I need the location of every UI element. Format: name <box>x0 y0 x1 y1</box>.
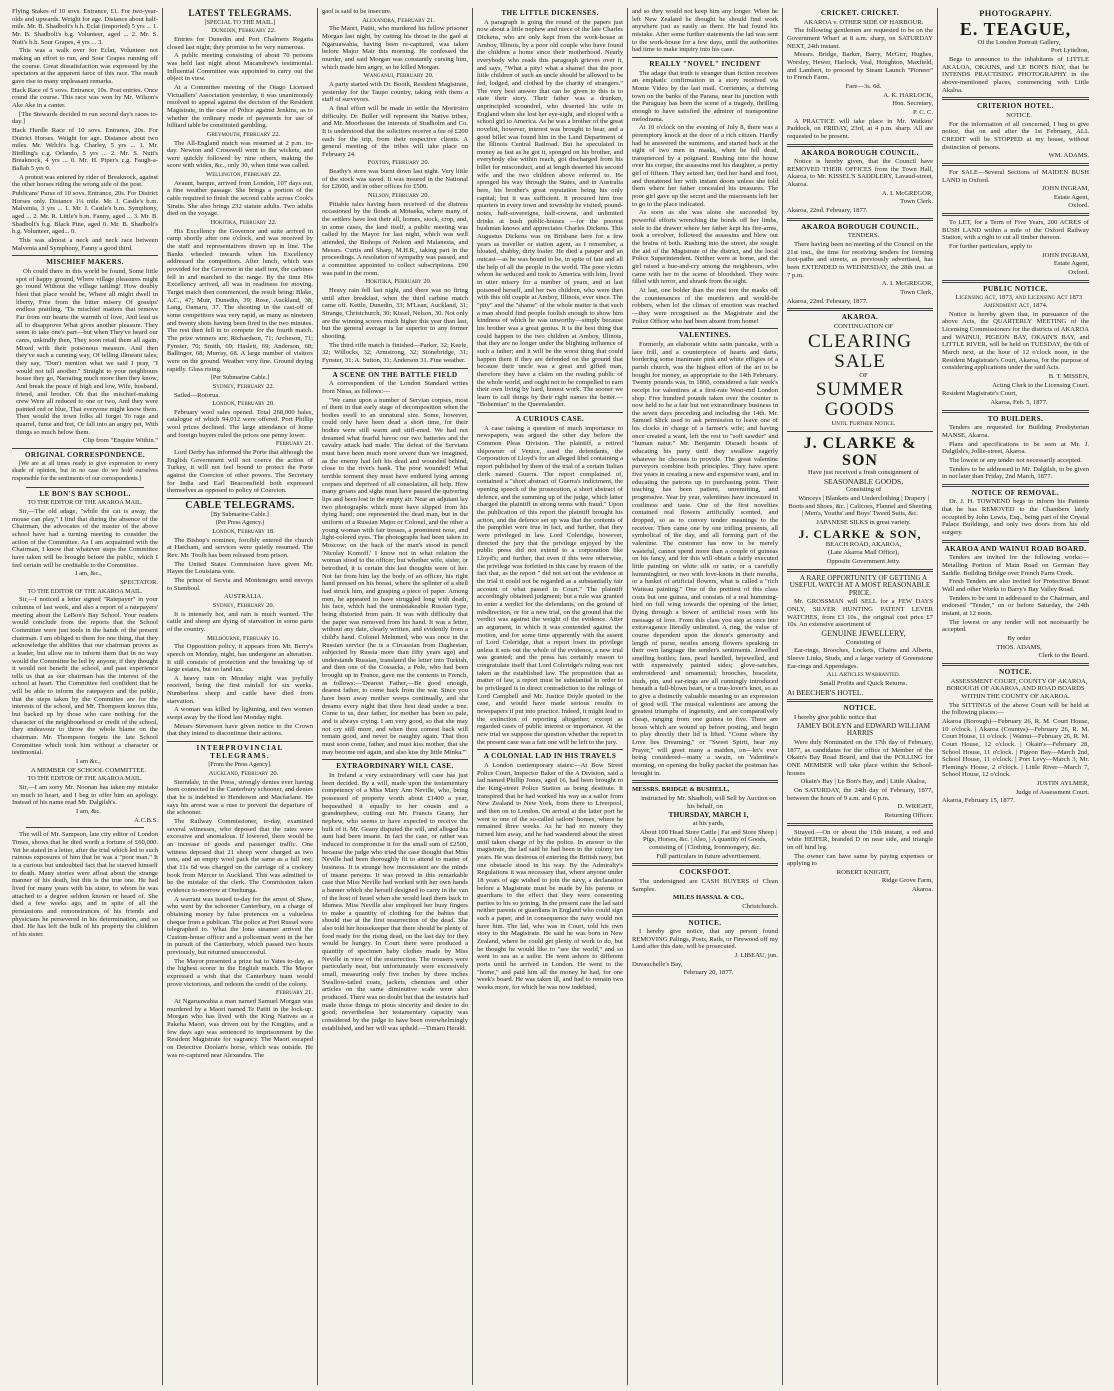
of-word: OF <box>859 371 868 379</box>
clarke-body: Have just received a fresh consignment of <box>808 468 919 476</box>
criterion-notice-title: NOTICE. <box>1006 111 1032 119</box>
letter-1-signature: SPECTATOR. <box>119 578 158 586</box>
divider <box>942 484 1089 487</box>
telegram-item: A woman was killed by lightning, and two women swept away by the flood last Monday night. <box>167 706 313 722</box>
from-press-agency: [From the Press Agency]. <box>208 761 272 769</box>
libeau-notice-body: I hereby give notice, that any person found REMOVING Palings, Posts, Rails, or Firewood off my Land after this date, will be prosecuted. <box>632 928 778 951</box>
polling-notice-body: I hereby give public notice that <box>794 714 877 721</box>
council-heading: AKAROA BOROUGH COUNCIL. <box>801 148 919 157</box>
summer-goods-title: SUMMER GOODS <box>815 379 905 421</box>
clearing-sale-title: CLEARING SALE <box>807 330 913 372</box>
telegram-item: The United States Commission have given Mr. Hayes the Louisiana vote. <box>167 560 313 576</box>
clarke-late: (Late Akaroa Mail Office), <box>828 549 899 557</box>
divider <box>942 163 1089 166</box>
letter-2: Sir,—I noticed a letter signed "Ratepayer" in your columns of last week, and also a report of a ratepayers' meeting about the LeBon's Bay School. Your readers would conclude from the reports that the School Committee were just tools in the hands of the present chairman. I am obliged to them for one thing, that they acknowledge the abilities that our chairman proves as a leader, but allow me to inform them that in no way would the Committee be led by anyone, if they thought it would not benefit the school, and past experience tells us that as our chairman has the interest of the school at heart. The Committee feel confident that he will be able to inform the ratepayers and the public, that the steps taken by the Committee are for the interests of the school, and Mr. Thompson knows this, but backed up by those who care nothing for the character of the neighbourhood or credit of the school, they endeavour to throw the whole blame on the chairman. Mr. Thompson forgets the late School Committee which took him without a character or testimonial. <box>12 596 158 757</box>
telegram-item: A heavy rain on Monday night was joyfully received, being the first rainfall for six weeks. Numberless sheep and cattle have died from starvation. <box>167 674 313 705</box>
by-submarine-cable: [By Submarine-Cable.] <box>211 510 269 518</box>
cricket-club: P. C. C. <box>913 108 933 116</box>
correspondence-heading: ORIGINAL CORRESPONDENCE. <box>24 451 146 460</box>
letter-2-close: I am &c., <box>76 758 101 766</box>
divider <box>942 410 1089 413</box>
licensing-date: Akaroa, Feb. 5, 1877. <box>990 398 1048 406</box>
divider <box>787 823 933 826</box>
assessment-date: Akaroa, February 15, 1877. <box>942 797 1015 805</box>
telegram-item: The Maori, Patiti, who murdered his fellow prisoner Morgan last night, by cutting his throat in the gaol at Ngaruawahia, having been re-captured, was taken before Major Mair this morning. He confessed the murder, and said Morgan was constantly cursing him, which made him angry, so he killed Morgan. <box>322 25 468 71</box>
strayed-owner: The owner can have same by paying expenses or applying to <box>787 852 933 868</box>
grossman-body: Mr. GROSSMAN will SELL for a FEW DAYS ONLY, SILVER HUNTING PATENT LEVER WATCHES, from £3 10s., the original cost price £7 10s. An extensive assortment of <box>787 598 933 629</box>
akaroa-heading: AKAROA. <box>841 313 879 322</box>
protest-note: A protest was entered by rider of Breaknock, against the other horses riding the wrong side of the post. <box>12 173 158 189</box>
oxford-sale-signature: JOHN INGRAM, <box>1042 185 1089 193</box>
letter-2-signature: A MEMBER OF SCHOOL COMMITTEE. <box>31 766 146 774</box>
telegram-item: Sterndale, in the Press, strongly denies ever having been connected in the Canterbury schooner, and denies that he is indebted to Henderson and Macfarlane. He says his arrest was a ruse to prevent the departure of the schooner. <box>167 778 313 817</box>
council-signature: A. I. McGREGOR, <box>881 189 933 197</box>
teague-name: E. TEAGUE, <box>959 18 1072 39</box>
council-role-2: Town Clerk, <box>900 289 933 296</box>
telegram-item: Pitiable tales having been received of the distress occasioned by the floods at Motueka, where many of the settlers have lost their all, homes, stock, crop, and, in some cases, the land itself, a public meeting was called by the Mayor for last night, which was well attended, the Bishops of Nelson and Malanesia, and Messrs. Curtis and Sharp, M.H.R., taking part in the proceedings. A resolution of sympathy was passed, and a committee appointed to collect subscriptions. £90 was paid in the room. <box>322 200 468 277</box>
libeau-date: February 20, 1877. <box>683 969 734 977</box>
telegram-item: A warrant was issued to-day for the arrest of Shaw, who went by the schooner Canterbury, on a charge of obtaining money by false pretences on a valueless cheque from a publican. The police at Port Russel were telegraphed to. What the Iona steamer arrived the Custom-house officer and a policeman went in the her in pursuit of the Canterbury, which passed two hours previously, but returned unsuccessful. <box>167 895 313 957</box>
poem-credit: Clip from "Enquire Within." <box>83 437 158 445</box>
teague-gallery: Of the London Portrait Gallery, <box>977 38 1061 46</box>
assessment-role: Judge of Assessment Court. <box>1015 788 1089 796</box>
licensing-signature: B. T. MISSEN, <box>1048 372 1089 380</box>
consisting-of: Consisting of <box>845 486 882 494</box>
to-let-role: Estate Agent, <box>1053 260 1089 268</box>
to-editor-line: TO THE EDITOR OF THE AKAROA MAIL. <box>27 775 143 783</box>
dateline: February 21. <box>275 989 313 997</box>
divider <box>632 863 778 866</box>
sampson-will-article: The will of Mr. Sampson, late city editor of London Times, shows that he died worth a fortune of £60,000. Yet he stated in a letter, after the trial which led to such ruinous exposures of him that he was a "poor man." It is a curious but undoubted fact that he starved himself to death. Many stories were afloat about the strange manner of his death, but this is the true one. He had lived for many years with his sister, to whom he was attached to a degree seldom known or heard of. She died a few weeks ago, and in spite of all the persuasions and remonstrances of his friends and physicians he persevered in his determination, and so died. He has left the bulk of his property the children of his sister. <box>12 831 158 938</box>
assessment-subheading: ASSESSMENT COURT, COUNTY OF AKAROA, BOROUGH OF AKAROA, AND ROAD BOARDS WITHIN THE COUNTY OF AKAROA. <box>946 677 1088 700</box>
to-editor-line: TO THE EDITOR OF THE AKAROA MAIL. <box>27 587 143 595</box>
polling-signature: D. WRIGHT, <box>897 803 933 811</box>
column-5 <box>628 8 783 1385</box>
telegram-item: gaol is said to be insecure. <box>322 8 392 15</box>
road-board-fresh: Fresh Tenders are also invited for Protective Breast Wall and other Works to Barry's Bay Valley Road. <box>942 578 1089 594</box>
licensing-acts: Licensing Act, 1873, and Licensing Act 1873 Amendment Act, 1874. <box>955 294 1083 310</box>
correspondence-note: [We are at all times ready to give expression to every shade of opinion, but in no case do we hold ourselves responsible for the sentiments of our correspondents.] <box>12 460 158 483</box>
dateline: Nelson, February 20. <box>367 192 430 200</box>
divider <box>942 213 1089 216</box>
column-2 <box>163 8 318 1385</box>
divider <box>632 914 778 917</box>
letter-3-signature: A.C.B.S. <box>134 816 158 824</box>
oxford-sale-body: For SALE—Several Sections of MAIDEN BUSH LAND in Oxford. <box>942 168 1089 184</box>
divider <box>942 540 1089 543</box>
race-hack: Hack Race of 5 sovs. Entrance, 10s. Post entries. Once round the course. This race was won by Mr. Wilson's Ake Ake in a canter. <box>12 86 158 109</box>
letter-1-close: I am, &c., <box>75 570 102 578</box>
clarke-son-title: J. CLARKE & SON <box>803 434 917 469</box>
race-flying-stakes: Flying Stakes of 10 sovs. Entrance, £1. For two-year-olds and upwards. Weight for age. Distance about half-mile. Mr. B. Shadbolt's b.h. Eclat (imported) 5 yrs ... 1. Mr. B. Shadbolt's b.g. Volunteer, aged ... 2. Mr. S. Nutt's b.h. Sour Grapes, 4 yrs ... 3. <box>12 8 158 46</box>
letter-1: Sir,—The old adage, "while the cat is away, the mouse can play," I find that during the absence of the Chairman, the advocates of the master of the above school have had a turning meeting to consider the action of the Committee. As I am acquainted with the Chairman, I know that whatever steps the Committee have taken will be brought before the public, which I feel certain will be creditable to the Committee. <box>12 508 158 569</box>
seasonable-goods: SEASONABLE GOODS, <box>823 476 904 486</box>
clarke-opposite: Opposite Government Jetty. <box>826 557 901 565</box>
cricket-practice: A PRACTICE will take place in Mr. Watkins' Paddock, on FRIDAY, 23rd, at 4 p.m. sharp. All are requested to be present. <box>787 117 933 140</box>
criterion-signature: WM. ADAMS. <box>1048 152 1089 160</box>
to-let-signature: JOHN INGRAM, <box>1042 251 1089 259</box>
dateline: Melbourne, February 16. <box>207 634 280 642</box>
road-board-signature: THOS. ADAMS, <box>996 643 1042 651</box>
auction-body: instructed by Mr. Shadbolt, will Sell by Auction on his behalf, on <box>641 794 776 810</box>
small-profits: Small Profits and Quick Returns. <box>819 680 908 688</box>
telegram-item: The Opposition policy, it appears from Mr. Berry's speech on Monday, night, has undergone an alteration. It still consists of protection and the breaking up of large estates, but no land tax. <box>167 643 313 674</box>
novel-incident-p4: At last, one bolder than the rest tore the masks off the countenances of the murderers and would-be robbers, when lo! the climax of emotion was reached —they were recognised as the Magistrate and the Police Officer who had been absent from home! <box>632 286 778 325</box>
polling-places: Okain's Bay | Le Bon's Bay, and | Little Akaloa, <box>800 778 927 786</box>
cable-telegrams-heading: CABLE TELEGRAMS. <box>185 500 295 512</box>
removal-body: Dr. J. H. TOWNEND begs to inform his Patients that he has REMOVED to the Chambers lately occupied by John Lewis, Esq., being part of the Crystal Palace Buildings, and only two doors from his old surgery. <box>942 498 1089 537</box>
divider <box>942 663 1089 666</box>
divider <box>167 498 313 499</box>
dateline: Sydney, February 20. <box>212 601 275 609</box>
road-board-addressed: Tenders to be sent in addressed to the Chairman, and endorsed "Tender," on or before Saturday, the 24th instant, at 12 noon. <box>942 594 1089 617</box>
divider <box>787 431 933 432</box>
auction-date: THURSDAY, MARCH 1, <box>668 810 749 820</box>
dateline: Hokitika, February 22. <box>210 219 277 227</box>
battle-field-heading: A SCENE ON THE BATTLE FIELD <box>332 370 458 379</box>
auction-place: at his yards, <box>692 819 725 827</box>
race-publicans-purse: Publicans' Purse of 10 sovs. Entrance, 20s. For District Horses only. Distance 1¼ mile. Mr. J. Castle's b.m. Malvenia, 3 yrs ... 1. Mr. J. Castle's b.m. Symphony, aged ... 2. Mr. R. Little's b.m. Fanny, aged ... 3. Mr. B. Shadbolt's b.g. Black Pine, aged 0. Mr. B. Shadbolt's b.g. Volunteer, aged... 0. <box>12 190 158 236</box>
watch-opportunity: A RARE OPPORTUNITY OF GETTING A USEFUL WATCH AT A MOST REASONABLE PRICE. <box>789 573 931 597</box>
candidates: JAMEY BOLEYN and EDWARD WILLIAM HARRIS <box>797 721 930 738</box>
council-tenders-notice: There having been no meeting of the Council on the 21st inst., the time for receiving tenders for forming foot-paths and streets, as previously advertised, has been EXTENDED to WEDNESDAY, the 28th inst. at 7 p.m. <box>787 241 933 279</box>
jewellery-consisting: Consisting of <box>845 638 882 646</box>
battle-field-article: "We came upon a number of Servian corpses, most of them in that early stage of decomposition when the bodies swell to an unnatural size. Some, however, could only have been dead a short time, for their bodies were still warm and stiff-ened. We had not dreamed what fearful havoc our two batteries and the cavalry attack had made. The defeat of the Servians must have been much more severe than we imagined, as the enemy had left his dead and wounded behind, close to the river's bank. The poor wounded! What terrible torment they must have endured lying among corpses and deprived of all consolation, all help. How many groans and sighs must have passed the quivering lips and been lost in the empty air. Near an adjutant lay two photographs which must have slipped from his dying hand; one represented the dead man, but in the uniform of a Russian Major or Colonel, and the other a young woman with fair tresses, a prominent nose, and light-colored eyes. The photographs had been taken in Moscow; on the back of the man's stood in pencil 'Nicolay Komoff.' I know not in what relation the woman stood to the officer; but whether wife, sister, or betrothed, it is certain this last thoughts were of her. Not far from him lay the body of an officer, his right hand pressed on his breast, where the splinter of a shell had struck him, and grasping a piece of paper. Among men, he appeared to have struggled long with death, his face, which had the unmistakeable Russian type, being distorted from pain. It was with difficulty that the paper was removed from his hand. It was a letter, without any date, clearly written, and evidently from a child's hand. Colonel Melnmed, who was once in the Russian service (he is a Circassian from Daghestan, subjected by Russia more than fifty years ago) and understands Russian, translated the letter into Turkish, and then one of the Cossacks, a Pole, who had been brought up in France, gave me the contents in French, as follows:—'Dearest Father,—Be good enough, dearest father, to come back from the war. Since you have been away mother weeps continually, and she dreams every night that thou liest dead under a tree. Come to us, dear father, for mother has been so pale, and is always crying. I am very good, so that she may not cry still more, and when thou comest back will remain good, and never be naughty again. That thou must soon come, father, and must kiss mother, that she may become red again, and also kiss thy little Minka.'" <box>322 396 468 756</box>
auction-advert <box>632 786 778 860</box>
divider <box>12 255 158 256</box>
dateline: Foxton, February 20. <box>367 159 430 167</box>
road-board-heading: AKAROA AND WAINUI ROAD BOARD. <box>944 544 1087 553</box>
novel-incident-p2: At 10 o'clock on the evening of July 8, there was a peremptory knock at the door of a rich citizen. Hardly had he answered the summons, and started back at the sight of two men in masks, when he fell dead, transpierced by a poignard. Rushing into the house over his corpse, the assassins met his daughter, a pretty girl of fifteen. They seized her, tied her hand and foot, and threatened her with instant doom unless she told them where her father concealed his treasures. The poor girl gave up the secret and the miscreants left her to go to the place indicated. <box>632 124 778 208</box>
telegram-item: Beathy's store was burnt down last night. Very little of the stock was saved. It was insured in the National for £2600, and in other offices for £500. <box>322 168 468 191</box>
council-offices-notice: Notice is hereby given, that the Council have REMOVED THEIR OFFICES from the Town Hall, Akaroa, to Mr. KISSEL'S SADDLERY, Lavaud-street, Akaroa. <box>787 158 933 189</box>
assessment-notice-heading: NOTICE. <box>999 667 1032 676</box>
letter-3-close: I am, &c. <box>76 807 101 815</box>
auction-title: MESSRS. BRIDGE & BUSHELL, <box>632 786 730 794</box>
divider <box>167 741 313 742</box>
clarke-son-title-2: J. CLARKE & SON, <box>798 526 922 541</box>
telegram-item: The Railway Commissioner, to-day, examined several witnesses, who deposed that the rates were excessive and anomalous. If lowered, there would be an increase of goods and passenger traffic. One witness deposed that 21 sheep were charged as two tons, and an empty wool pack the same as a full one; that 11s 6d was charged on the carriage of a cookery book from Mercer to Auckland. This was admitted to be the mistake of the clerk. The Commission taken evidence to-morrow at Onehunga. <box>167 817 313 894</box>
divider <box>632 780 778 783</box>
cocksfoot-heading: COCKSFOOT. <box>679 868 731 877</box>
criterion-notice-body: For the information of all concerned, I beg to give notice, that on and after the 1st February, ALL CREDIT will be STOPPED at my house, without distinction of persons. <box>942 120 1089 151</box>
battle-field-intro: A correspondent of the London Standard writes from Nissa, as follows:— <box>322 380 468 395</box>
little-dickenses-article: A paragraph is going the round of the papers just now about a little nephew and niece of the late Charles Dickens, who are only kept from the work-house at Amboy, Illinois, by a poor old couple who have found the children a home since their motherhood. Nearly everybody who reads this paragraph grieves over it, and says, "What a pity! what a shame! that the poor little children of such an uncle should be allowed to be fed, lodged, and clothed by the charity of strangers." The very best answer that can be given to this is to state their story. Their father was a drunken, unprincipled scoundrel, who deserted his wife in England when she lost her eye-sight, and eloped with a school girl to America. As he was a brother of the great novelist, however, interest was brought to bear, and a good billet was found him in the Land Department of the Illinois Central Railroad. But he speculated in money as fast as he got it, sponged on his brother, and everybody else within reach, got discharged from his billet for misconduct, and at length deserted his second wife and the two children above referred to. He sponged his way through the States, and in Australia here, his brother's great reputation being his only capital; but it was sufficient. It procured him free quarters in every town and township he visited; pound-notes, half-sovereigns, half-crowns, and unlimited drinks at bush public-houses —for the poorest bushman knows and appreciates Charles Dickens. This Augustus Dickens was on Brisbane here for a few years as traveller or station agent, as I remember, a bloated, shabby, dirty loafer. He died a pauper and an outcast—as he was bound to be, in spite of fate and all the help of all the people in the world. The poor victim whom he seduced and took to America with him, lived in utter misery for a number of years, and at last poisoned herself, and her two children, who were then with this old couple at Amboy, Illinois, ever since. The "pity" and the "shame" of the whole matter is that such a man should find people foolish enough to show him kindness of which he was unworthy—simply because his brother was a great genius. It is the best thing that could happen to the two children at Amboy, Illinois, that they are no longer under the blighting influence of such a father; and it will be the worst thing that could happen them if they are defended on the ground that because their uncle was a great and gifted man, therefore they have a claim on the reading public of the whole world, and ought not to be compelled to earn their own living by hard, honest work. The sooner we learn to call things by their right names the better.— "Bohemian" in the Queenslander. <box>477 18 623 409</box>
dateline: Alexandra, February 21. <box>362 16 435 24</box>
curious-case-article: A case raising a question of much importance to newspapers, was argued the other day before the Common Pleas Division. The plaintiff, a retired shipowner of Venice, sued the defendants, the Corporation of Lloyd's for an alleged libel containing a report published by them of the trial of a certain Italian clerk named Guerra. The report complained of, contained a "short abstract of Guerra's indictment, the opening speech of the prosecution, a short abstract of defence, and the summing up of the judge, which latter charged the plaintiff in strong terms with fraud." Upon the publication of this report the plaintiff brought his action, and the defence set up was that the contents of the pamphlet were true in fact, and further, that they were privileged in law. Lord Coleridge, however, directed the jury that the privilege enjoyed by the public press did not extend to a corporation like Lloyd's; and further, that even if this were otherwise, the privilege was forfeited in this case by reason of the fact that, as the report " did not set out the evidence at the trial it could not be regarded as a substantially fair account of what passed in Court." The plaintiff accordingly obtained judgment; but a rule was granted to enter a verdict for the defendants, on the ground of misdirection, or for a new trial, on the ground that the verdict was against the weight of the evidence. After an argument, in which it was contended against the motion, and for some time apparently with the assent of Lord Coleridge, that a report loses its privilege unless it sets out the whole of the evidence, a new trial was granted; and the press has certainly reason to congratulate itself that Lord Coleridge's ruling was not taken as the established law. The proposition that as matter of law, a report must be substantial in order to be privileged is in direct contradiction to the rulings of Lord Campbell and Mr. Justice Doyle quoted in the case, and would have made serious results to newspapers if put into practice. Indeed, it might lead to the extinction of reporting altogether, except as regarded cases of public interest or importance. At the new trial we suppose the question whether the report in the present case was a fair one will be left to the jury. <box>477 424 623 746</box>
column-1 <box>8 8 163 1385</box>
to-let-more: For further particulars, apply to <box>949 243 1032 251</box>
to-let-body: To LET, for a Term of Five Years, 200 ACRES of BUSH LAND within a mile of the Oxford Railway Station, with a right to cut all timber thereon. <box>942 219 1089 242</box>
polling-notice-heading: NOTICE. <box>843 704 877 713</box>
latest-telegrams-heading: LATEST TELEGRAMS. <box>188 8 292 18</box>
per-press-agency: (Per Press Agency.) <box>215 519 265 527</box>
telegram-item: A public meeting consisting of about 70 persons was held last night about Macandrew's testimonial. Influential Committee was appointed to carry out the object in view. <box>167 52 313 83</box>
strayed-signature: ROBERT KNIGHT, <box>836 868 891 876</box>
little-dickenses-heading: THE LITTLE DICKENSES. <box>501 9 599 17</box>
telegram-item: At a Committee meeting of the Otago Licensed Victuallers' Association yesterday, it was unanimously resolved to appeal against the decision of the Resident Magistrate, in the case of Police against Jenkins, as to whether the ordinary mode of payments for use of billiard table be constituted gambling. <box>167 83 313 130</box>
divider <box>632 57 778 58</box>
cricket-signature: A. K. HARLOCK, <box>883 91 933 99</box>
novel-incident-heading: REALLY "NOVEL" INCIDENT <box>649 59 761 68</box>
colonial-lad-article: A London contemporary states:—At Bow Street Police Court, Inspector Baker of the A Division, said a lad named Phillip Jones, aged 16, had been brought to the King-street Police Station as being destitute. It transpired that he had worked his way as a sailor from New Zealand to New York, from there to Liverpool, and then on to London. On arrival at the latter port he went to one of the so-called sailors' homes, where he remained three weeks. As he had no money they turned him away, and he had wandered about the street until taken charge of by the police. In answer to the magistrate, the lad said he had been in the colony ten years. He was desirous of entering the British navy, but one obstacle stood in his way. By the Admiralty's Regulations it was necessary that, where anyone under 18 years of age wished to join the navy, a declaration before a Magistrate must be made by his parents or guardians to the effect that they were consenting parties to his so joining. In the present case the lad said neither parents or guardians in England who could sign such a paper, and in consequence the navy would not have him. The lad, who was in Court, told his own story to the Magistrate. He said he was born in New Zealand, where he could get plenty of work to do, but he thought he would like to "see the world," and so went to sea as a sailor. He went ashore to different ports until he arrived in London. He went to the "home," and paid him all the money he had, for one week's board. He was taken ill, and had to remain two weeks more, for which he was now indebted, <box>477 762 623 992</box>
builders-plans: Plans and specifications to be seen at Mr. J. Dalgilsh's, Jollie-street, Akaroa. <box>942 440 1089 456</box>
telegram-item: His Excellency the Governor and suite arrived in camp shortly after one o'clock, and was received by the staff and representatives drawn up in line. The Banks wheeled inwards when his Excellency addressed the competitors. After lunch, which was provided for the Governor in the staff tent, the carbines fell in and marched to the range. By the time His Excellency arrived, all was in readiness for moving. Target match then commenced, the result being: Blake, A.C., 47; Muir, Dunedin, 39; Rose, Auckland, 38; Lang, Oamaru, 37. The shooting in the cast-off of some competitors was very rapid, as many as nineteen and twenty shots having been fired in the two minutes. The rest then fell in to compete for the fourth match. The prize winners are: Richardson, 71; Archeson, 71; Fynster, 70; Smith, 69; Haslett, 69; Anderson, 68; Ballingor, 68; Murray, 68. A large number of visitors were on the ground. Weather very fine. Ground drying rapidly. Glass rising. <box>167 227 313 373</box>
cricket-heading: CRICKET. CRICKET. <box>820 9 900 17</box>
builders-body: Tenders are requested for Building Presbyterian MANSE, Akaroa. <box>942 424 1089 439</box>
race-publicans-report: This was almost a neck and neck race between Malvenia and Symphony, Fanny a good third. <box>12 237 158 252</box>
articles-warranted: All Articles Warranted. <box>826 671 901 679</box>
dateline: London, February 20. <box>212 400 275 408</box>
japanese-silks: JAPANESE SILKS in great variety. <box>816 518 911 526</box>
divider <box>942 280 1089 283</box>
road-board-by-order: By order <box>1007 634 1031 642</box>
cricket-role: Hon. Secretary, <box>892 100 933 108</box>
dateline: Auckland, February 20. <box>208 770 279 778</box>
telegram-item: A party started with Dr. Booth, Resident Magistrate, yesterday for the Taupo country, taking with them a staff of surveyors. <box>322 80 468 104</box>
will-case-article: In Ireland a very extraordinary will case has just been decided. By a will, made upon the testamentary competency of a Miss Mary Ann Neville, who, being possessed of property worth about £1400 a year, bequeathed it equally to her cousin and a grandnephew, cutting out Mr. Francis Geany, her nephew, who seems to have expected to receive the bulk of it. Mr. Geany disputed the will, and alleged his aunt had been insane. In fact the case, or rather was induced to compromise it for the small sum of £2500, because the judge who tried the case thought that Miss Neville had been thoroughly fit to attend to matter of business. It is strange how inconsistent are the minds of insane persons. It was proved in this remarkable case that Miss Neville had worked with her own hands a banner which she herself designed to carry in the van of the host of Israel when she would lead them back to Idumea. Miss Neville also employed her busy fingers to make a quantity of clothing for the babies that should rise at the first resurrection of the dead. She also told her housekeeper that there should be plenty of food ready for the rising dead, on the last day for they would be hungry. In Court there were produced a quantity of specimen baby clothes made by Miss Neville in view of the resurrection. The trousers were particularly neat, but unfortunately were excessively small, measuring only five inches by three inches Swallow-tailed coats, jackets, chemises and other articles on the same diminutive scale were also produced. There was no doubt but that the testatrix had made those things in pious sincerity and desire to do good; nevertheless her testamentary capacity was considered by the judge to have been overwhelmingly established, and her will was upheld.—Timaru Herald. <box>322 772 468 1032</box>
divider <box>787 308 933 311</box>
licensing-role: Acting Clerk to the Licensing Court. <box>992 381 1089 389</box>
dateline: Hokitika, February 20. <box>365 278 432 286</box>
council-date-2: Akaroa, 22nd. February, 1877. <box>787 297 868 305</box>
novel-incident-p1: The adage that truth is stranger than fiction receives an emphatic confirmation in a story received via Monte Video by the last mail. Corrientes, a thriving town on the banks of the Parana, near its junction with the Paraguay has been the scene of a tragedy, thrilling enough to have satisfied the admirer of transpontine melodrama. <box>632 69 778 123</box>
clarke-address: BEACH ROAD, AKAROA, <box>825 540 902 548</box>
licensing-notice-body: Notice is hereby given that, in pursuance of the above Acts, the QUARTERLY MEETING of the Licensing Commissioners for the districts of AKAROA and WAINUI, PIGEON BAY, OKAIN'S BAY, and LITTLE RIVER, will be held on TUESDAY, the 6th of March next, at the hour of 12 o'clock noon, in the Resident Magistrate's Court, Akaroa, for the purpose of considering applications under the said Acts. <box>942 310 1089 372</box>
road-board-body: Tenders are invited for the following works:— Metalling Portion of Main Road on German Bay Saddle. Building Bridge over French Farm Creek. <box>942 554 1089 577</box>
telegram-item: Messrs Stevenson have given notice to the Crown that they intend to discontinue their actions. <box>167 722 313 738</box>
novel-incident-p3: As soon as she was alone she succeeded by powerful efforts wrenching the bonds off her limbs, stole to the drawer where her father kept his fire-arms, took a revolver, followed the assassins and blew out the brains of both. Rushing into the street, she sought the aid of the Magistrate of the district, and the local Police Superintendent. Neither were at home, and the girl raised a hue-and-cry among the neighbours, who came with her to the scene of bloodshed. They were filled with terror, and shrank from the sight. <box>632 209 778 286</box>
race-hack-hurdle: Hack Hurdle Race of 10 sovs. Entrance, 20s. For District Horses. Weight for age. Distance about two miles. Mr. Welch's b.g. Charley, 5 yrs ... 1. Mr. Birdling's c.g. Orlando, 5 yrs ... 2. Mr. S. Nutt's Breaknock, 4 yrs ... 0. Mr. H. Piper's c.g. Faugh-a-Ballah 5 yrs 0. <box>12 126 158 173</box>
council-heading-2: AKAROA BOROUGH COUNCIL. <box>801 222 919 231</box>
auction-items: About 100 Head Store Cattle | Fat and Store Sheep | Pigs, Horses, &c. | Also, | A quantity of Goods, consisting of | Clothing, Ironmongery, &c. <box>639 828 778 851</box>
mischief-makers-heading: MISCHIEF MAKERS. <box>46 258 124 267</box>
divider <box>787 218 933 221</box>
assessment-signature: JUSTIN AYLMER, <box>1036 780 1089 788</box>
libeau-place: Duvauchelle's Bay, <box>632 960 683 968</box>
strayed-place: Akaroa. <box>911 886 933 894</box>
telegram-item: Heavy rain fell last night, and there was no firing until after breakfast, when the third carbine match came off. Kettle, Dunedin, 33; M'Lean, Auckland, 31; Strange, Christchurch, 30; Kissel, Nelson, 30. Not only are the winning scores much higher this year than last, but the general average is far superior to any former shooting. <box>322 286 468 340</box>
column-7 <box>938 8 1093 1385</box>
oxford-sale-role: Estate Agent, <box>1053 193 1089 201</box>
dateline: Dunedin, February 22. <box>211 27 276 35</box>
divider <box>26 487 144 488</box>
cocksfoot-firm: MILES HASSAL & CO., <box>673 894 744 902</box>
dateline: Greymouth, February 22. <box>206 130 281 138</box>
telegram-item: The Bishop's nominee, forcibly entered the church at Hatcham, and services were quietly resumed. The Rev. Mr. Toolh has been released from prison. <box>167 536 313 559</box>
cricket-names: Messrs. Bridge, Barker, Barry, McGirr, Hughes, Worsley, Hewer, Harlock, Veal, Houghton, Maxfield, and Lambert, to proceed by Steam Launch "Pioneer" to French Farm. <box>787 51 933 82</box>
cricket-body: The following gentlemen are requested to be on the Government Wharf at 8 a.m. sharp, on SATURDAY NEXT, 24th instant. <box>787 27 933 50</box>
telegram-item: February wool sales opened. Total 268,000 bales, catalogue of which 94,012 were offered. Port Phillip wool prices declined. The large attendance of home and foreign buyers ruled the prices one penny lower. <box>167 408 313 439</box>
per-submarine-cable: [Per Submarine Cable.] <box>210 374 270 382</box>
tenders-subheading: TENDERS. <box>847 232 880 240</box>
colonial-lad-continued: and so they would not keep him any longer. When he left New Zealand he thought he should find work anywhere just as easily as there. He had found his mistake. After some further statements the lad was sent to the work-house for a few days, until the authorities had time to make inquiry into his case. <box>632 8 778 54</box>
council-role: Town Clerk. <box>900 198 933 206</box>
assessment-body: The SITTINGS of the above Court will be held at the following places:— <box>942 701 1089 717</box>
telegram-item: The prince of Servia and Montenegro send envoys to Stamboul. <box>167 576 313 592</box>
telegram-item: Sailed—Rotorua. <box>174 391 220 399</box>
telegram-item: Entries for Dunedin and Port Chalmers Regatta closed last night; they promise to be very numerous. <box>167 35 313 51</box>
colonial-lad-heading: A COLONIAL LAD IN HIS TRAVELS <box>483 752 617 761</box>
libeau-name: J. LIBEAU, jun. <box>734 952 778 960</box>
interprovincial-heading: INTERPROVINCIAL TELEGRAMS. <box>196 744 284 760</box>
divider <box>787 699 933 702</box>
genuine-jewellery: GENUINE JEWELLERY, <box>821 629 906 639</box>
strayed-notice: Strayed.—On or about the 15th instant, a red and white HEIFER, branded D on near side, and triangle on off hind leg. <box>787 828 933 851</box>
special-to-mail: [SPECIAL TO THE MAIL.] <box>204 18 276 26</box>
divider <box>632 328 778 329</box>
cocksfoot-body: The undersigned are CASH BUYERS of Clean Samples. <box>632 877 778 893</box>
dateline: Wanganui, February 20. <box>363 72 434 80</box>
stewards-note: [The Stewards decided to run second day's races to-day.] <box>12 110 158 126</box>
column-6 <box>783 8 938 1385</box>
libeau-notice-heading: NOTICE. <box>688 918 722 927</box>
teague-port: Port Lyttelton, <box>1050 47 1089 55</box>
lebons-school-heading: LE BON'S BAY SCHOOL. <box>39 489 131 498</box>
road-board-role: Clerk to the Board. <box>1038 652 1089 660</box>
telegram-item: It is intensely hot, and rain is much wanted. The cattle and sheep are dying of starvation in some parts of the country. <box>167 610 313 633</box>
divider <box>322 368 468 369</box>
telegram-item: At Ngaruawahia a man named Samuel Morgan was murdered by a Maori named Te Patiti in the lock-up. Morgan who has lived with the King Natives as a Pakeha Maori, was driven out by the Kingites, and a few days ago was sentenced to imprisonment by the Resident Magistrate for vagrancy. The Maori escaped on Detective Doolan's horse, which was outside. He was re-captured near Alexandra. The <box>167 998 313 1059</box>
mischief-makers-poem: Oh could there in this world be found, Some little spot of happy ground, Where village pleasures might go round Without the village tattling! How doubly blest that place would be, Where all might dwell in liberty, Free from the bitter misery Of gossips' endless prattling. 'Tis mischief matters that remove Far from our hearts the warmth of love, And lead us all to disapprove What gives another pleasure. They seem to take one's part—but when They've heard our cares, unkindly then, They soon retail them all again, Mixed with their poisonous measure. And then they've such a cunning way, Of telling illmeant tales; they say, "Don't mention what we said I pray, "I would not tell another." Straight to your neighbours house they go, Narrating much more then they know, And break the peace of high and low, Wife, husband, friend, and brother. Oh that the mischief-making crew Were all reduced to one or two, And they were painted red or blue, That everyone might know them. Then would the town folks all forget To rage and quarrel, fume and fret, Or fall into an angry pet, With things so much below them. <box>16 268 158 436</box>
dateline: Sydney, February 22. <box>212 382 275 390</box>
polling-role: Returning Officer. <box>884 811 933 819</box>
cricket-match: AKAROA v. OTHER SIDE OF HARBOUR. <box>803 18 924 26</box>
beechers-hotel: At BEECHER'S HOTEL. <box>787 687 864 697</box>
auction-footer: Full particulars in future advertisement. <box>656 852 761 860</box>
letter-3: Sir,—I am sorry Mr. Noonan has taken my mistake so much to heart, and I beg to offer him an apology. Instead of his name read Mr. Dalgilsh's. <box>12 784 158 807</box>
jewellery-items: Ear-rings, Brooches, Lockets, Chains and Alberts, Sleeve Links, Studs, and a large variety of Greenstone Ear-rings and Appendages. <box>787 647 933 670</box>
cocksfoot-place: Christchurch. <box>742 902 778 910</box>
dateline: February 21. <box>275 440 313 448</box>
teague-body: Begs to announce to the inhabitants of LITTLE AKALOA, OKAINS, and LE BON'S BAY, that he INTENDS PRACTISING PHOTOGRAPHY in the above-mentioned places, commencing with Little Akaloa. <box>942 55 1089 94</box>
assessment-list: Akaroa (Borough)—February 26, R. M. Court House, 10 o'clock. | Akaroa (Countys)—February 26, R. M. Court House, 11 o'clock. | Wainui—February 26, R. M. Court House, 12 o'clock. | Okain's—February 28, School House, 11 o'clock. | Pigeon Bay—March 2nd, School House, 11 o'clock. | Port Levy—March 3, Mr. Fleming's House, 2 o'clock. | Little River—March 7, School House, 12 o'clock. <box>942 717 1089 779</box>
telegram-item: Avaunt, barque, arrived from London, 107 days out, a fine weather passage. She brings a portion of the cable required to finish the second cable across Cook's Straits. She also brings 232 statute adults. Two adults died on the voyage. <box>167 179 313 218</box>
builders-lowest: The lowest or any tender not necessarily accepted. <box>949 456 1082 464</box>
telegram-item: The All-England match was resumed at 2 p.m. to-day. Newton and Crosswell went to the wickets, and were quickly followed by nine others, making the score with wides, &c., only 30, when time was called. <box>167 139 313 170</box>
builders-addressed: Tenders to be addressed to Mr. Dalgilsh, to be given in not later than Friday, 2nd March, 1877. <box>942 465 1089 481</box>
licensing-office: Resident Magistrate's Court, <box>942 390 1017 398</box>
removal-heading: NOTICE OF REMOVAL. <box>971 488 1060 497</box>
until-further-notice: Until Further Notice. <box>831 420 896 428</box>
column-3 <box>318 8 473 1385</box>
strayed-farm: Ridge Grove Farm, <box>881 877 933 885</box>
divider <box>787 569 933 572</box>
criterion-hotel-heading: CRITERION HOTEL. <box>976 102 1055 111</box>
dateline: London, February 18. <box>212 528 275 535</box>
dateline: Wellington, February 22. <box>206 171 281 179</box>
to-editor-line: TO THE EDITOR OF THE AKAROA MAIL. <box>27 499 143 507</box>
curious-case-heading: A CURIOUS CASE. <box>515 415 585 424</box>
divider <box>942 97 1089 100</box>
to-let-place: Oxford. <box>1068 269 1089 277</box>
polling-when: On SATURDAY, the 24th day of February, 1877, between the hours of 9 a.m. and 6 p.m. <box>787 786 933 802</box>
builders-heading: TO BUILDERS. <box>987 414 1044 423</box>
will-case-heading: EXTRAORDINARY WILL CASE. <box>336 762 454 771</box>
continuation-of: CONTINUATION OF <box>833 322 894 330</box>
public-notice-heading: PUBLIC NOTICE. <box>983 284 1048 293</box>
column-4 <box>473 8 628 1385</box>
divider <box>477 749 623 750</box>
telegram-item: A final effort will be made to settle the Moriroiro difficulty. Dr. Buller will represent the Native tribes, and Mr. Moorhouse the interests of Studholm and Co. It is understood that the solicitors receive a fee of £200 each for the trip, from their respective clients. A general meeting of the tribes will take place on February 24. <box>322 104 468 158</box>
telegram-item: Lord Derby has informed the Porte that although the English Government will not coerce the action of Turkey, it will not feel bound to protect the Porte against the Coercion of other powers. The Secretary for India and Earl Beaconsfield both expressed themselves as opposed to policy of Coercion. <box>167 449 313 495</box>
divider <box>477 412 623 413</box>
divider <box>787 144 933 147</box>
telegram-item: The third rifle match is finished—Parker, 32; Keefe, 32; Willocks, 32; Armstrong, 32; Stonebridge, 31; Fynster, 31; A. Sutton, 31; Anderson 31. Fine weather. <box>322 341 468 364</box>
council-date: Akaroa, 22nd. February, 1877. <box>787 207 868 215</box>
road-board-lowest: The lowest or any tender will not necessarily be accepted. <box>942 618 1089 634</box>
goods-list: Winceys | Blankets and Underclothing | Drapery | Boots and Shoes, &c. | Calicoes, Flannel and Sheeting | Men's, Youths' and Boys' Tweed Suits, &c. <box>788 494 932 518</box>
cricket-fare: Fare—3s. 6d. <box>845 82 882 90</box>
divider <box>12 448 158 449</box>
oxford-sale-place: Oxford. <box>1068 202 1089 210</box>
divider <box>26 827 144 828</box>
divider <box>322 759 468 760</box>
valentines-heading: VALENTINES. <box>678 331 731 340</box>
photography-heading: PHOTOGRAPHY. <box>979 9 1052 18</box>
council-signature-2: A. I. McGREGOR, <box>881 280 933 288</box>
telegram-item: The Mayor presented a prize bat to Yates to-day, as the highest scorer in the English match. The Mayor expressed a wish that the Canterbury team would prove victorious, and redeem the credit of the colony. <box>167 957 313 988</box>
race-flying-stakes-report: This was a walk over for Eclat, Volunteer not making an effort to run, and Sour Grapes running off the course. Great dissatisfaction was expressed by the spectators at the apparent farce of this race. The result gave rise to many unpleasant remarks. <box>12 47 158 85</box>
polling-notice-more: Were duly Nominated on the 17th day of February, 1877, as candidates for the office of Member of the Okain's Bay Road Board, and that the POLLING for ONE MEMBER will take place within the School-houses <box>787 738 933 777</box>
valentines-article: Formerly, an elaborate white satin pancake, with a lace frill, and a counterpiece of hearts and darts, bordering some inanimate pink and white effigies of a parish church, was the highest effort of the art to be bought for money, as appropriate to the 14th February. Twenty pounds was, in 1860, considered a fair week's receipt for valentines at a first-rate West-end London shop. Five hundred pounds taken over the counter is now held to be a fair but not extraordinary business in the seven days preceding and including the 14th. Mr. Samuel Slick used to ask permission to leave one of his clocks in charge of a farmer's wife; and having once created a want, left the rest to "soft sawder" and "human natur." Mr. Benjamin Disraeli boasts of educating his party until they swallow eagerly whatever he chooses to provide. The great valentine purveyors combine both principles. They have spent five years in creating a new and expensive want, and in educating the patrons up to purchasing point. Their teaching has been patient, unremitting, and progressive. Year by year, valentines have increased in costliness and taste. One of the first novelties contained real flowers artificially scented, and dropped, so as to convey tender meanings to the receiver. Then came one by one trifling presents, all symbolical of the day, and all forming part of the valentine. The customer has now to be merely wasteful, cannot spend more than a couple of guineas on his fancy, and for this will obtain a fairly executed little painting on white silk or satin, or a carefully hummingbird, or two with love-knots in their mouths, or a basket of artificial flowers, what is called a "rich Watteau painting." One of the prettiest of this class costs but one guinea, and consists of a real humming-bird on full wing towards the opening of the letter, flying through a bower of artificial roses with his message of love. From this class you step at once into extravagance literally unlimited. A ring, the value of course dependent upon the donor's generosity and length of purse, nestles among flowers speaking in their own language the sender's sentiments. Jewelled smelling bottles; fans, pearl handled, bejewelled, and with expensively painted sides; glove-satches, embroidered and ornamental; brooches, bracelets, studs, pin, and ear-rings are all cunningly introduced beneath a full-blown heart, or a true-lover's knot, so as to give a distinctly valuable meaning to an expression of good will. The musical valentines are among the greatest triumphs of ingenuity, and are comparatively cheap, ranging from one guinea to five. There are boxes which are wound up before posting, and begin to play directly their lid is lifted. "Come where thy Love lies Dreaming," or "Sweet Spirit, hear my Prayer," will greet many a maiden, on—let's ever being considered—many a swain, on Valentine's morning, on opening the bulky packet the postman has brought in. <box>632 340 778 777</box>
australia-subheading: AUSTRALIA. <box>223 593 263 601</box>
